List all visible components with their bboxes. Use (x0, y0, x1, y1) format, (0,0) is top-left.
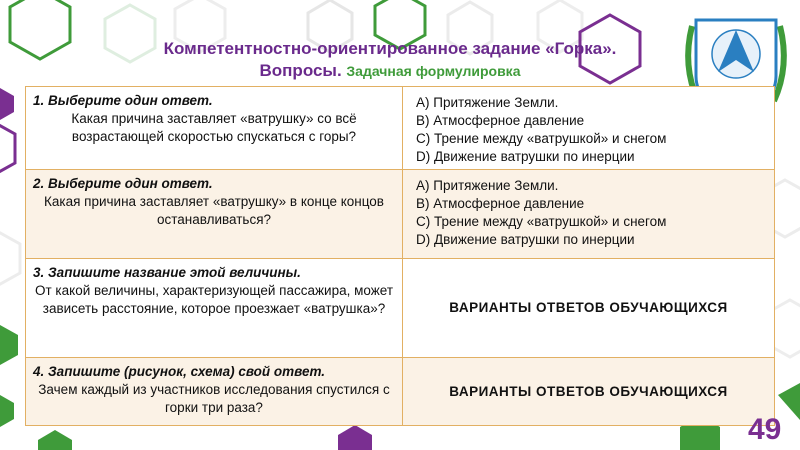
answer-option: С) Трение между «ватрушкой» и снегом (416, 131, 667, 146)
student-answers-placeholder: ВАРИАНТЫ ОТВЕТОВ ОБУЧАЮЩИХСЯ (403, 259, 775, 358)
question-heading: 4. Запишите (рисунок, схема) свой ответ. (33, 364, 326, 379)
title-line-1: Компетентностно-ориентированное задание «Горка». (163, 39, 617, 58)
table-row (26, 259, 775, 358)
question-text: Зачем каждый из участников исследования спустился с горки три раза? (38, 382, 390, 415)
question-text: От какой величины, характеризующей пассажира, может зависеть расстояние, которое проезжает «ватрушка»? (35, 283, 394, 316)
page-number: 49 (748, 413, 782, 446)
answers-cell (403, 87, 775, 170)
answer-option: С) Трение между «ватрушкой» и снегом (416, 214, 667, 229)
table-row (26, 87, 775, 170)
answer-option: А) Притяжение Земли. (416, 178, 559, 193)
answer-option: А) Притяжение Земли. (416, 95, 559, 110)
table-row (26, 170, 775, 259)
question-text: Какая причина заставляет «ватрушку» со всё возрастающей скоростью спускаться с горы? (71, 111, 357, 144)
answers-cell (403, 170, 775, 259)
question-text: Какая причина заставляет «ватрушку» в конце концов останавливаться? (44, 194, 384, 227)
answer-option: D) Движение ватрушки по инерции (416, 232, 635, 247)
question-cell (26, 358, 403, 426)
title-line-2 (100, 60, 680, 82)
question-cell (26, 259, 403, 358)
answer-option: В) Атмосферное давление (416, 196, 585, 211)
answer-option: В) Атмосферное давление (416, 113, 585, 128)
answer-options (404, 171, 773, 249)
answer-option: D) Движение ватрушки по инерции (416, 149, 635, 164)
title-subtitle: Задачная формулировка (346, 63, 521, 79)
table-row (26, 358, 775, 426)
page-title (100, 38, 680, 82)
answer-options (404, 88, 773, 166)
question-cell (26, 87, 403, 170)
question-heading: 3. Запишите название этой величины. (33, 265, 301, 280)
student-answers-placeholder: ВАРИАНТЫ ОТВЕТОВ ОБУЧАЮЩИХСЯ (403, 358, 775, 426)
question-heading: 1. Выберите один ответ. (33, 93, 213, 108)
question-cell (26, 170, 403, 259)
questions-table (25, 86, 775, 426)
question-heading: 2. Выберите один ответ. (33, 176, 213, 191)
title-questions: Вопросы. (259, 61, 342, 80)
